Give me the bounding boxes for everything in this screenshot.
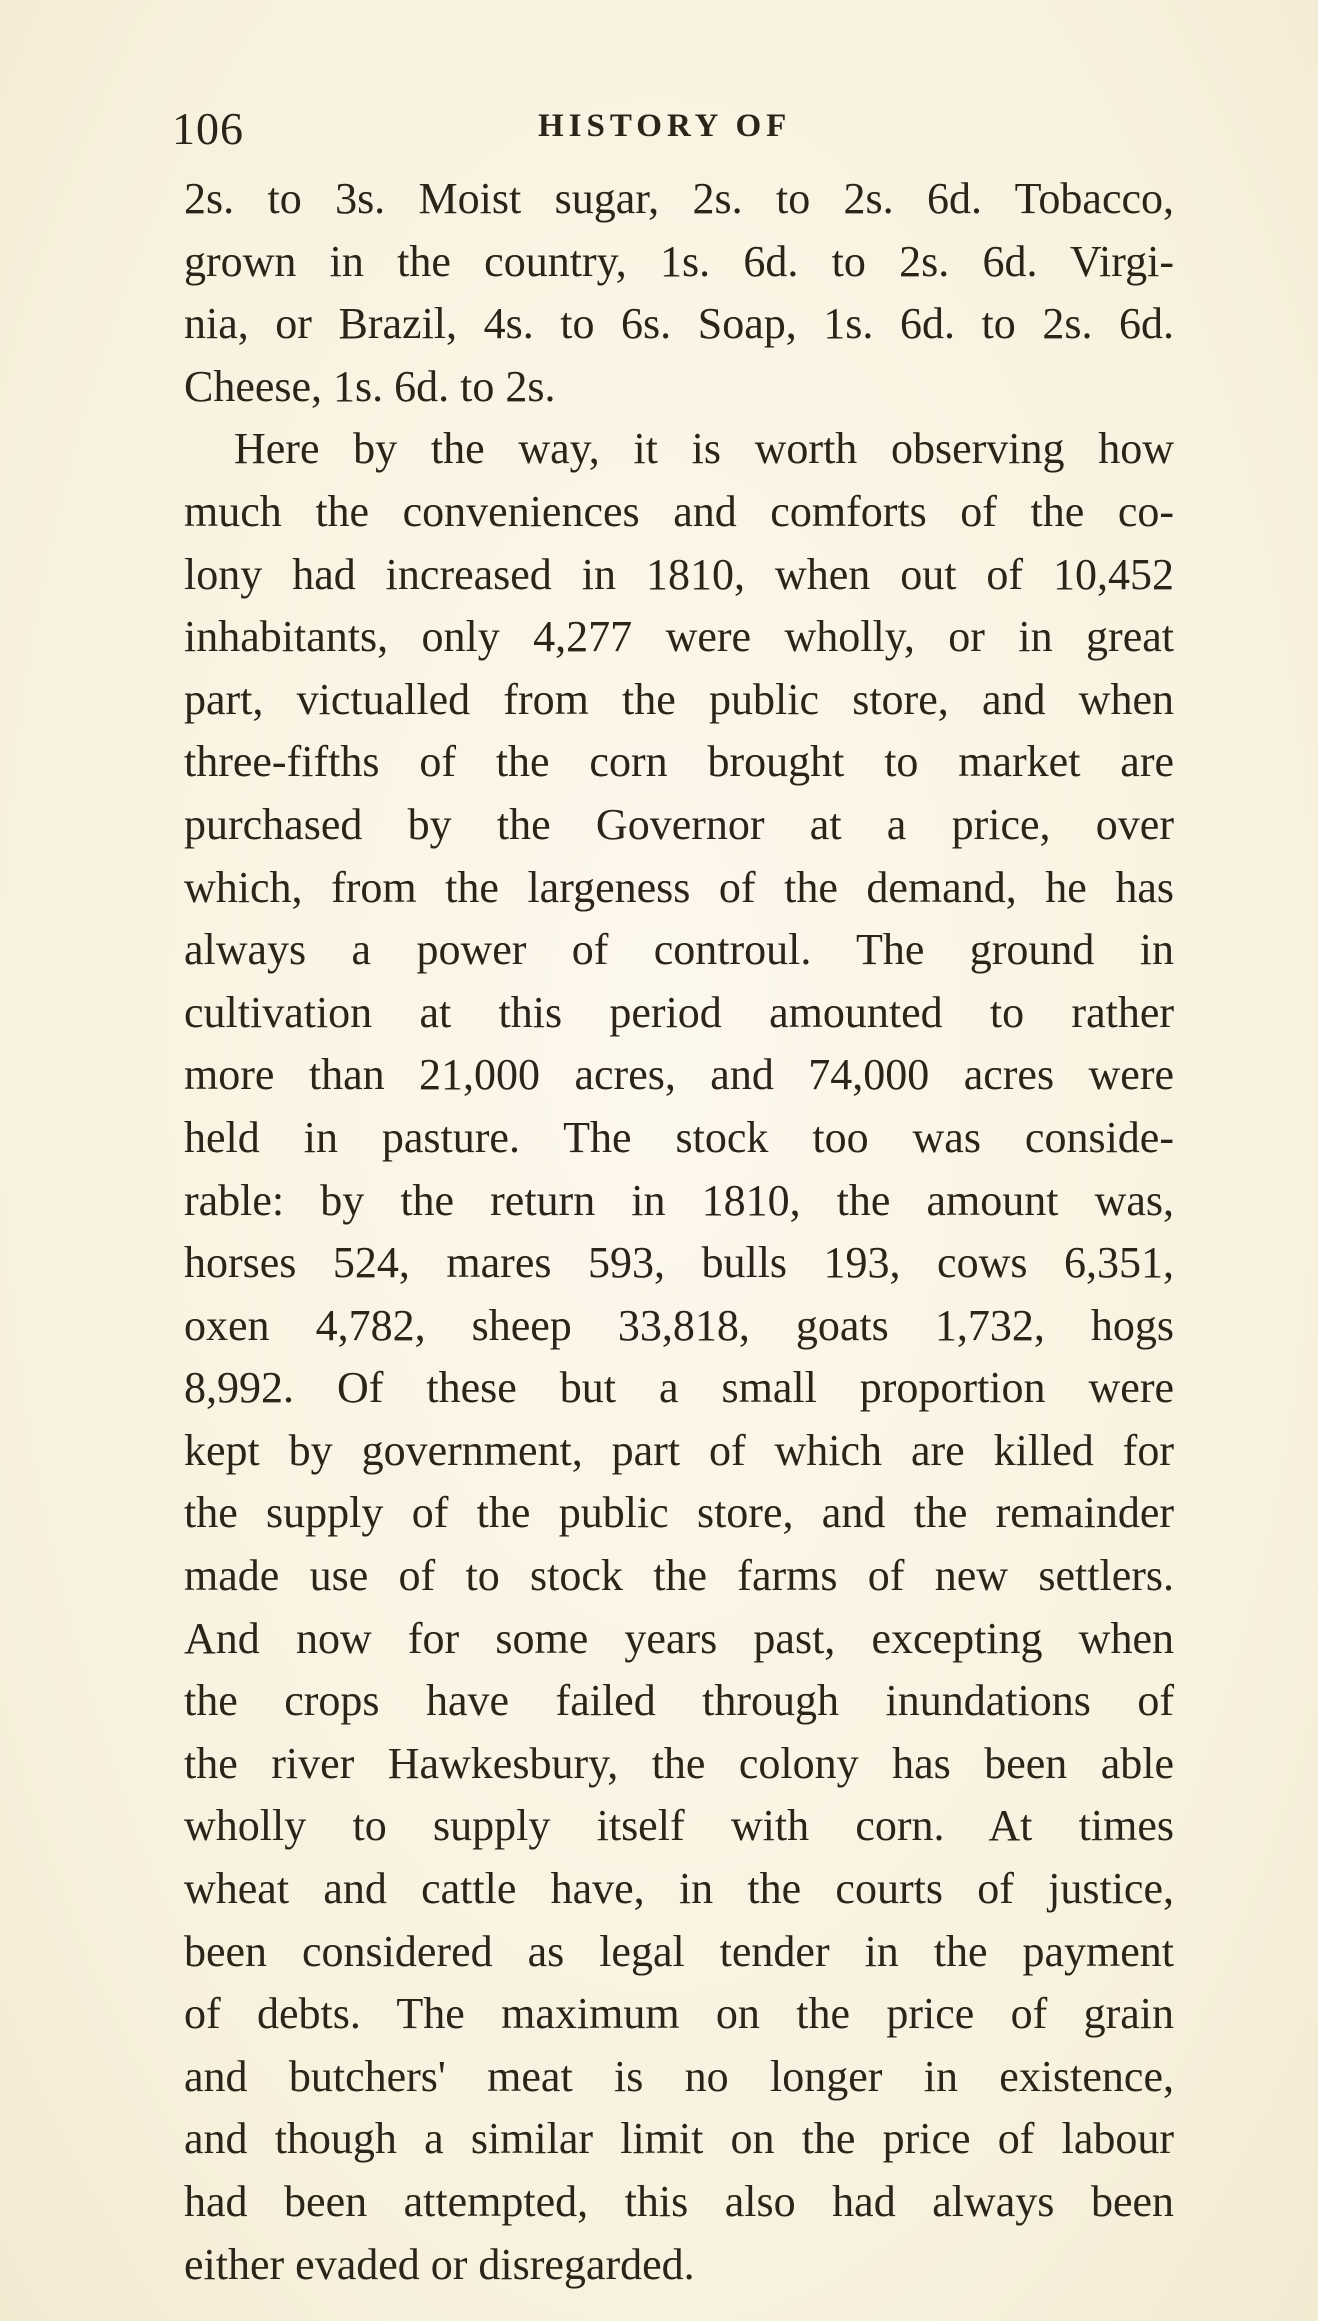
text-line: made use of to stock the farms of new settlers. bbox=[184, 1551, 1174, 1601]
text-line: wholly to supply itself with corn. At times bbox=[184, 1801, 1174, 1851]
text-line: kept by government, part of which are killed for bbox=[184, 1425, 1174, 1475]
text-line: rable: by the return in 1810, the amount was, bbox=[184, 1175, 1174, 1225]
body-text bbox=[184, 168, 1174, 2296]
text-line: been considered as legal tender in the payment bbox=[184, 1926, 1174, 1976]
text-line: And now for some years past, excepting when bbox=[184, 1613, 1174, 1663]
text-line: nia, or Brazil, 4s. to 6s. Soap, 1s. 6d. to 2s. 6d. bbox=[184, 299, 1174, 349]
text-line: cultivation at this period amounted to rather bbox=[184, 987, 1174, 1037]
text-line: lony had increased in 1810, when out of 10,452 bbox=[184, 549, 1174, 599]
text-line: inhabitants, only 4,277 were wholly, or in great bbox=[184, 612, 1174, 662]
text-line: had been attempted, this also had always been bbox=[184, 2177, 1174, 2226]
text-line: and though a similar limit on the price of labour bbox=[184, 2114, 1174, 2164]
text-line: 2s. to 3s. Moist sugar, 2s. to 2s. 6d. Tobacco, bbox=[184, 174, 1174, 223]
text-line: the supply of the public store, and the remainder bbox=[184, 1488, 1174, 1538]
text-line: much the conveniences and comforts of the co- bbox=[184, 486, 1174, 536]
text-line: the crops have failed through inundations of bbox=[184, 1676, 1174, 1726]
text-line: wheat and cattle have, in the courts of justice, bbox=[184, 1864, 1174, 1914]
text-line: of debts. The maximum on the price of grain bbox=[184, 1989, 1174, 2039]
text-line: held in pasture. The stock too was conside- bbox=[184, 1112, 1174, 1162]
text-line: always a power of controul. The ground in bbox=[184, 925, 1174, 975]
page-number: 106 bbox=[172, 103, 244, 154]
text-line: Cheese, 1s. 6d. to 2s. bbox=[184, 361, 556, 411]
running-head bbox=[172, 92, 1172, 162]
text-line: either evaded or disregarded. bbox=[184, 2239, 695, 2289]
text-line: and butchers' meat is no longer in existence, bbox=[184, 2051, 1174, 2101]
text-line: grown in the country, 1s. 6d. to 2s. 6d. Virgi- bbox=[184, 236, 1174, 286]
text-line: more than 21,000 acres, and 74,000 acres were bbox=[184, 1050, 1174, 1100]
text-line: 8,992. Of these but a small proportion were bbox=[184, 1363, 1174, 1413]
text-line: which, from the largeness of the demand, he has bbox=[184, 862, 1174, 912]
running-title: HISTORY OF bbox=[538, 108, 792, 144]
text-line: the river Hawkesbury, the colony has been able bbox=[184, 1738, 1174, 1788]
paragraph-first-line: Here by the way, it is worth observing how bbox=[234, 424, 1174, 474]
text-line: horses 524, mares 593, bulls 193, cows 6,351, bbox=[184, 1238, 1174, 1288]
text-line: purchased by the Governor at a price, over bbox=[184, 799, 1174, 849]
text-line: three-fifths of the corn brought to market are bbox=[184, 737, 1174, 787]
text-line: oxen 4,782, sheep 33,818, goats 1,732, hogs bbox=[184, 1300, 1174, 1350]
text-line: part, victualled from the public store, and when bbox=[184, 674, 1174, 724]
